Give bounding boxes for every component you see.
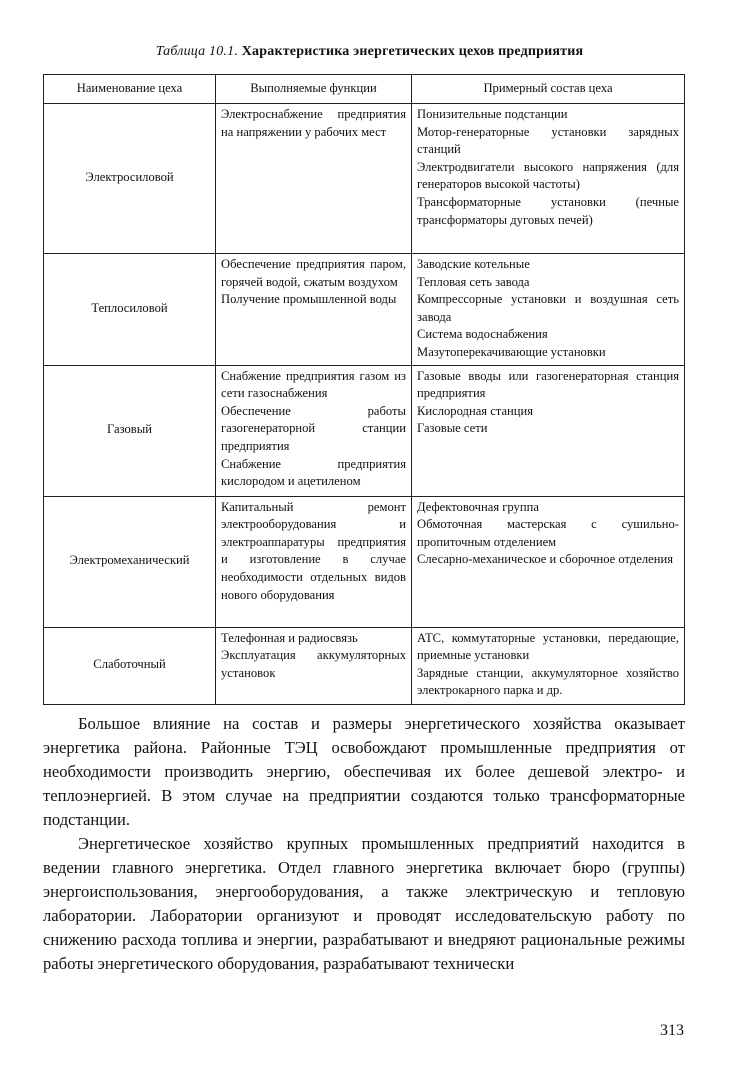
table-caption-title: Характеристика энергетических цехов предприятия bbox=[241, 44, 584, 59]
workshop-name: Электромеханический bbox=[44, 496, 216, 627]
paragraph: Энергетическое хозяйство крупных промышленных предприятий находится в ведении главного энергетика. Отдел главного энергетика включает бюро (группы) энергоиспользования, энергооборудования, а также электрическую и тепловую лаборатории. Лаборатории организуют и проводят исследовательскую работу по снижению расхода топлива и энергии, разрабатывают и внедряют рациональные режимы работы энергетического оборудования, разрабатывают технически bbox=[43, 834, 685, 973]
workshop-functions bbox=[216, 627, 412, 704]
workshop-functions bbox=[216, 104, 412, 254]
composition-item: Слесарно-механическое и сборочное отделения bbox=[417, 552, 674, 567]
composition-item: Кислородная станция bbox=[417, 403, 534, 418]
workshop-name: Электросиловой bbox=[44, 104, 216, 254]
header-composition: Примерный состав цеха bbox=[412, 75, 685, 104]
workshops-table bbox=[43, 74, 685, 705]
workshop-composition bbox=[412, 254, 685, 366]
composition-item: Компрессорные установки и воздушная сеть завода bbox=[417, 292, 679, 324]
workshop-functions bbox=[216, 365, 412, 496]
function-item: Получение промышленной воды bbox=[221, 292, 397, 307]
function-item: Снабжение предприятия кислородом и ацетиленом bbox=[221, 456, 406, 489]
function-item: Эксплуатация аккумуляторных установок bbox=[221, 648, 406, 680]
composition-item: Мотор-генераторные установки зарядных станций bbox=[417, 124, 679, 157]
composition-item: Электродвигатели высокого напряжения (для генераторов высокой частоты) bbox=[417, 159, 679, 192]
table-row bbox=[44, 365, 685, 496]
composition-item: Трансформаторные установки (печные трансформаторы дуговых печей) bbox=[417, 194, 679, 227]
composition-item: Понизительные подстанции bbox=[417, 107, 568, 121]
workshop-composition bbox=[412, 365, 685, 496]
workshop-composition bbox=[412, 104, 685, 254]
header-functions: Выполняемые функции bbox=[216, 75, 412, 104]
workshop-name: Газовый bbox=[44, 365, 216, 496]
workshop-name: Теплосиловой bbox=[44, 254, 216, 366]
function-item: Снабжение предприятия газом из сети газоснабжения bbox=[221, 368, 406, 401]
header-workshop-name: Наименование цеха bbox=[44, 75, 216, 104]
table-header-row bbox=[44, 75, 685, 104]
body-text bbox=[43, 832, 685, 975]
composition-item: Мазутоперекачивающие установки bbox=[417, 344, 606, 359]
function-item: Телефонная и радиосвязь bbox=[221, 630, 358, 645]
composition-item: Газовые вводы или газогенераторная станция предприятия bbox=[417, 368, 679, 401]
workshop-functions bbox=[216, 496, 412, 627]
function-item: Обеспечение работы газогенераторной станции предприятия bbox=[221, 403, 406, 453]
composition-item: Система водоснабжения bbox=[417, 327, 548, 342]
function-item: Электроснабжение предприятия на напряжении у рабочих мест bbox=[221, 107, 406, 139]
table-caption-label: Таблица 10.1. bbox=[155, 44, 239, 59]
table-row bbox=[44, 254, 685, 366]
paragraph: Большое влияние на состав и размеры энергетического хозяйства оказывает энергетика района. Районные ТЭЦ освобождают промышленные предприятия от необходимости производить энергию, обеспечивая их более дешевой электро- и теплоэнергией. В этом случае на предприятии создаются только трансформаторные подстанции. bbox=[43, 714, 685, 829]
function-item: Капитальный ремонт электрооборудования и электроаппаратуры предприятия и изготовление в случае необходимости отдельных видов нового оборудования bbox=[221, 499, 406, 602]
body-text bbox=[43, 712, 685, 832]
composition-item: Газовые сети bbox=[417, 421, 488, 436]
composition-item: Тепловая сеть завода bbox=[417, 274, 530, 289]
table-row bbox=[44, 104, 685, 254]
page-number: 313 bbox=[660, 1022, 684, 1039]
workshop-functions bbox=[216, 254, 412, 366]
workshop-composition bbox=[412, 627, 685, 704]
composition-item: Дефектовочная группа bbox=[417, 499, 539, 514]
workshop-composition bbox=[412, 496, 685, 627]
composition-item: Обмоточная мастерская с сушильно-пропиточным отделением bbox=[417, 517, 679, 549]
table-row bbox=[44, 627, 685, 704]
composition-item: АТС, коммутаторные установки, передающие, приемные установки bbox=[417, 630, 679, 663]
table-row bbox=[44, 496, 685, 627]
function-item: Обеспечение предприятия паром, горячей водой, сжатым воздухом bbox=[221, 257, 406, 289]
composition-item: Зарядные станции, аккумуляторное хозяйство электрокарного парка и др. bbox=[417, 665, 679, 698]
workshop-name: Слаботочный bbox=[44, 627, 216, 704]
composition-item: Заводские котельные bbox=[417, 257, 530, 271]
table-caption bbox=[0, 44, 739, 60]
